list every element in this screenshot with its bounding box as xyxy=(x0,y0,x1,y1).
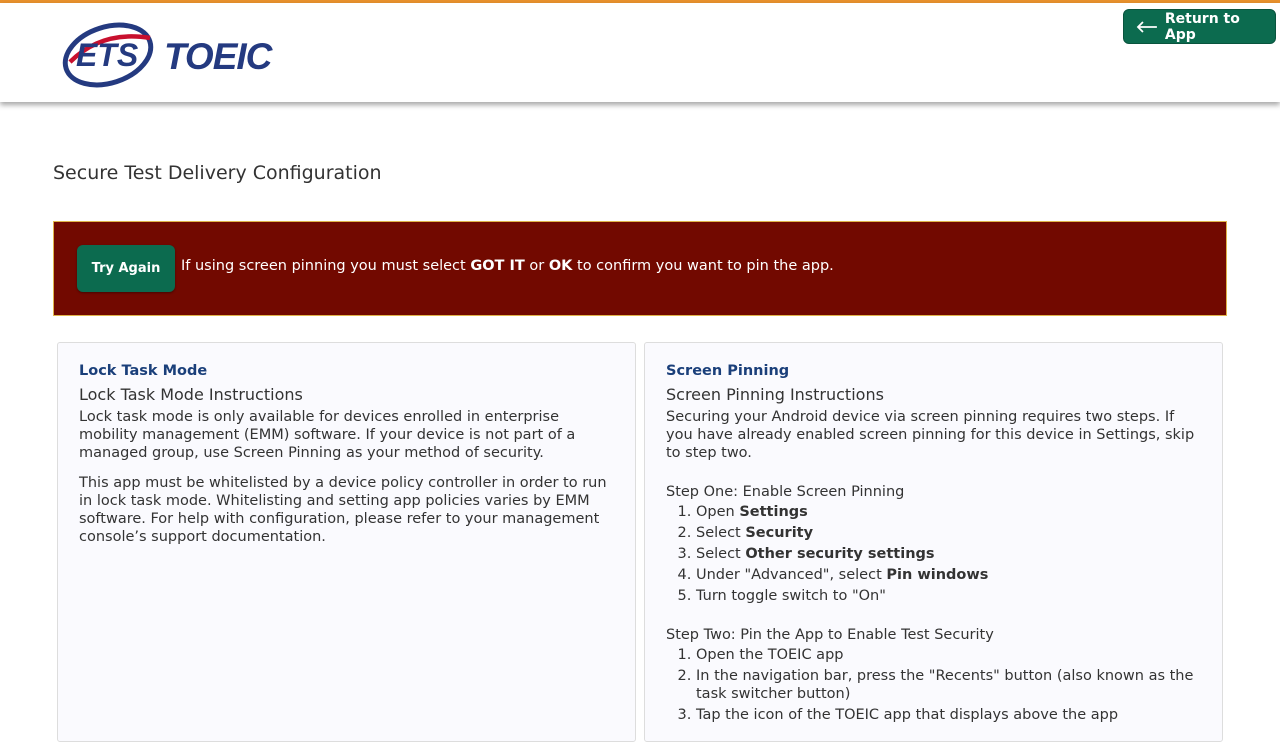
lock-task-paragraph-2: This app must be whitelisted by a device policy controller in order to run in lock task mode. Whitelisting and setting app policies varies by EMM software. For help with configuration, please refer to your management console’s support documentation. xyxy=(79,475,607,545)
list-item: 1. Open the TOEIC app xyxy=(696,646,1202,664)
got-it-text: GOT IT xyxy=(470,258,525,274)
arrow-left-icon xyxy=(1136,21,1158,33)
lock-task-subheading: Lock Task Mode Instructions xyxy=(79,385,303,404)
list-item: 3. Select Other security settings xyxy=(696,545,1202,563)
list-item: 3. Tap the icon of the TOEIC app that displays above the app xyxy=(696,706,1202,724)
list-item: 1. Open Settings xyxy=(696,503,1202,521)
alert-message: If using screen pinning you must select GOT IT or OK to confirm you want to pin the app. xyxy=(181,258,834,274)
step-two-title: Step Two: Pin the App to Enable Test Security xyxy=(666,627,994,643)
list-item: 2. In the navigation bar, press the "Recents" button (also known as the task switcher button) xyxy=(696,667,1202,703)
screen-pinning-card xyxy=(644,342,1223,742)
list-item: 4. Under "Advanced", select Pin windows xyxy=(696,566,1202,584)
screen-pinning-subheading: Screen Pinning Instructions xyxy=(666,385,884,404)
logo-ets-text: ETS xyxy=(76,37,139,73)
screen-pinning-intro: Securing your Android device via screen pinning requires two steps. If you have already enabled screen pinning for this device in Settings, skip to step two. xyxy=(666,409,1195,461)
lock-task-paragraph-1: Lock task mode is only available for devices enrolled in enterprise mobility management (EMM) software. If your device is not part of a managed group, use Screen Pinning as your method of security. xyxy=(79,409,576,461)
ok-text: OK xyxy=(548,258,573,274)
list-item: 2. Select Security xyxy=(696,524,1202,542)
list-item: 5. Turn toggle switch to "On" xyxy=(696,587,1202,605)
return-to-app-label: Return to App xyxy=(1164,10,1240,43)
ets-toeic-logo xyxy=(62,20,277,90)
error-alert xyxy=(53,221,1227,316)
page-title: Secure Test Delivery Configuration xyxy=(53,162,382,184)
logo-toeic-text: TOEIC xyxy=(164,36,272,77)
return-to-app-button[interactable] xyxy=(1123,9,1276,44)
try-again-button[interactable] xyxy=(77,245,175,292)
try-again-label: Try Again xyxy=(91,261,161,276)
step-one-title: Step One: Enable Screen Pinning xyxy=(666,484,905,500)
app-header xyxy=(0,3,1280,102)
screen-pinning-heading: Screen Pinning xyxy=(666,363,790,379)
lock-task-heading: Lock Task Mode xyxy=(79,363,208,379)
lock-task-mode-card xyxy=(57,342,636,742)
step-one-list xyxy=(666,503,1202,605)
step-two-list xyxy=(666,646,1202,724)
